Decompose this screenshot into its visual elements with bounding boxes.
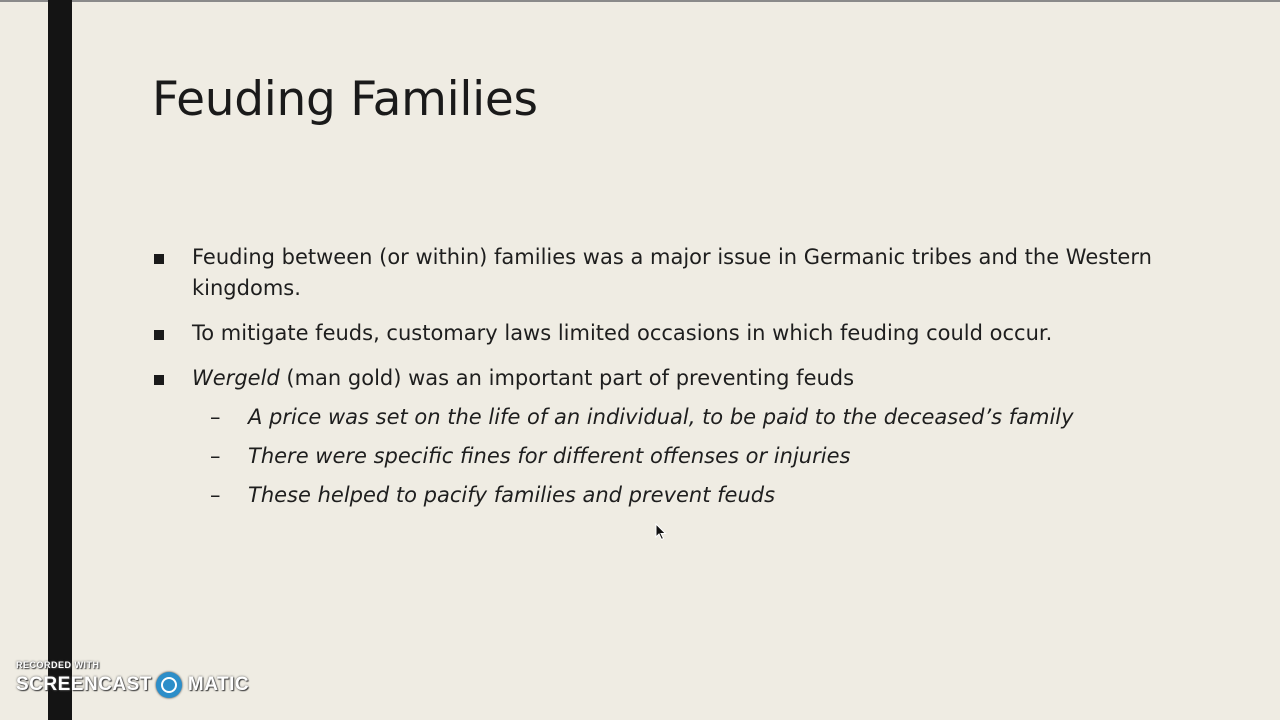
- watermark-brand: [16, 672, 249, 698]
- accent-bar: [48, 0, 72, 720]
- dash-bullet-icon: –: [210, 444, 221, 468]
- screencast-watermark: [16, 660, 249, 698]
- sub-bullet-list: [208, 402, 1162, 519]
- bullet-text: To mitigate feuds, customary laws limited occasions in which feuding could occur.: [192, 321, 1053, 345]
- mouse-pointer-icon: [655, 523, 667, 545]
- square-bullet-icon: [154, 330, 164, 340]
- bullet-list: [152, 242, 1162, 533]
- bullet-text: (man gold) was an important part of preventing feuds: [279, 366, 855, 390]
- sub-bullet-item: [208, 480, 1162, 519]
- square-bullet-icon: [154, 375, 164, 385]
- bullet-item: [152, 242, 1162, 304]
- dash-bullet-icon: –: [210, 483, 221, 507]
- watermark-caption: RECORDED WITH: [16, 660, 100, 670]
- top-divider: [0, 0, 1280, 2]
- bullet-emphasis: Wergeld: [192, 366, 280, 390]
- square-bullet-icon: [154, 254, 164, 264]
- screencast-o-matic-logo-icon: [156, 672, 182, 698]
- bullet-item: [152, 363, 1162, 519]
- watermark-right: MATIC: [187, 674, 250, 695]
- sub-bullet-text: These helped to pacify families and prevent feuds: [248, 483, 776, 507]
- watermark-left: SCREENCAST: [16, 674, 152, 695]
- sub-bullet-item: [208, 441, 1162, 480]
- slide-title: Feuding Families: [152, 72, 538, 127]
- sub-bullet-text: A price was set on the life of an individual, to be paid to the deceased’s family: [248, 405, 1074, 429]
- bullet-item: [152, 318, 1162, 349]
- dash-bullet-icon: –: [210, 405, 221, 429]
- sub-bullet-item: [208, 402, 1162, 441]
- sub-bullet-text: There were specific fines for different offenses or injuries: [248, 444, 851, 468]
- bullet-text: Feuding between (or within) families was a major issue in Germanic tribes and the Western kingdoms.: [192, 245, 1152, 300]
